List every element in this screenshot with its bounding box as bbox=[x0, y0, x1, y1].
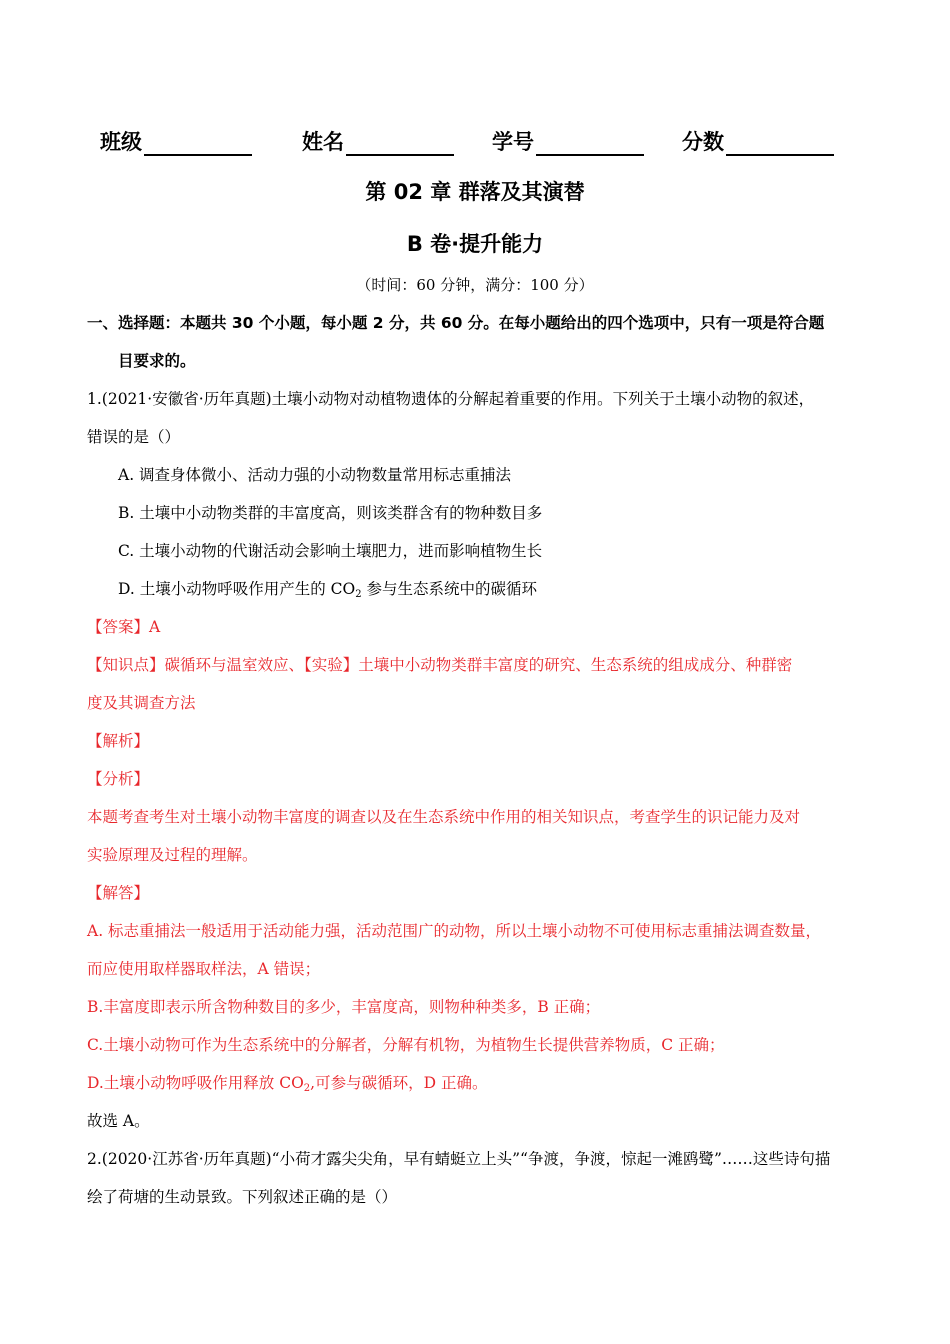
q1-solution-a-line2: 而应使用取样器取样法，A 错误； bbox=[87, 960, 321, 978]
q1-answer: 【答案】A bbox=[87, 618, 161, 636]
q1-solution-a-line1: A. 标志重捕法一般适用于活动能力强，活动范围广的动物，所以土壤小动物不可使用标志重捕法调查数量， bbox=[87, 922, 822, 940]
class-field bbox=[100, 126, 252, 156]
q1-option-d-subscript: 2 bbox=[355, 589, 362, 600]
q1-knowledge-line1: 【知识点】碳循环与温室效应、【实验】土壤中小动物类群丰富度的研究、生态系统的组成成分、种群密 bbox=[87, 656, 793, 674]
q1-option-d-tail: 参与生态系统中的碳循环 bbox=[361, 580, 538, 598]
name-field bbox=[302, 126, 454, 156]
time-info: （时间：60 分钟，满分：100 分） bbox=[356, 276, 594, 294]
q1-solution-d-tail: ,可参与碳循环，D 正确。 bbox=[310, 1074, 488, 1092]
q1-option-c: C. 土壤小动物的代谢活动会影响土壤肥力，进而影响植物生长 bbox=[118, 542, 543, 560]
q1-jieda-heading: 【解答】 bbox=[87, 884, 150, 902]
q1-analysis-line2: 实验原理及过程的理解。 bbox=[87, 846, 258, 864]
q1-option-a: A. 调查身体微小、活动力强的小动物数量常用标志重捕法 bbox=[118, 466, 512, 484]
q1-solution-d-text: D.土壤小动物呼吸作用释放 CO bbox=[87, 1074, 304, 1092]
q1-option-d bbox=[118, 578, 898, 606]
q1-solution-d bbox=[87, 1072, 867, 1100]
q2-stem-line2: 绘了荷塘的生动景致。下列叙述正确的是（） bbox=[87, 1188, 398, 1206]
score-field bbox=[682, 126, 834, 156]
q1-solution-d-subscript: 2 bbox=[303, 1083, 311, 1094]
section-instruction-line2: 目要求的。 bbox=[118, 352, 196, 370]
score-blank[interactable] bbox=[726, 132, 834, 156]
section-instruction-line1: 一、选择题：本题共 30 个小题，每小题 2 分，共 60 分。在每小题给出的四个选项中，只有一项是符合题 bbox=[87, 314, 825, 332]
q1-analysis-line1: 本题考查考生对土壤小动物丰富度的调查以及在生态系统中作用的相关知识点，考查学生的识记能力及对 bbox=[87, 808, 801, 826]
score-label: 分数 bbox=[682, 130, 724, 154]
q1-fenxi-heading: 【分析】 bbox=[87, 770, 150, 788]
q1-stem-line1: 1.(2021·安徽省·历年真题)土壤小动物对动植物遗体的分解起着重要的作用。下列关于土壤小动物的叙述， bbox=[87, 390, 815, 408]
q1-option-b: B. 土壤中小动物类群的丰富度高，则该类群含有的物种数目多 bbox=[118, 504, 543, 522]
class-label: 班级 bbox=[100, 130, 142, 154]
class-blank[interactable] bbox=[144, 132, 252, 156]
paper-title: B 卷·提升能力 bbox=[406, 232, 544, 256]
q1-solution-b: B.丰富度即表示所含物种数目的多少，丰富度高，则物种种类多，B 正确； bbox=[87, 998, 601, 1016]
name-blank[interactable] bbox=[346, 132, 454, 156]
id-label: 学号 bbox=[492, 130, 534, 154]
q1-stem-line2: 错误的是（） bbox=[87, 428, 181, 446]
id-field bbox=[492, 126, 644, 156]
q2-stem-line1: 2.(2020·江苏省·历年真题)“小荷才露尖尖角，早有蜻蜓立上头”“争渡，争渡，惊起一滩鸥鹭”……这些诗句描 bbox=[87, 1150, 831, 1168]
q1-knowledge-line2: 度及其调查方法 bbox=[87, 694, 196, 712]
q1-conclusion: 故选 A。 bbox=[87, 1112, 150, 1130]
name-label: 姓名 bbox=[302, 130, 344, 154]
student-info-header bbox=[100, 126, 860, 156]
q1-solution-c: C.土壤小动物可作为生态系统中的分解者，分解有机物，为植物生长提供营养物质，C 正确； bbox=[87, 1036, 725, 1054]
id-blank[interactable] bbox=[536, 132, 644, 156]
q1-jiexi-heading: 【解析】 bbox=[87, 732, 150, 750]
q1-option-d-text: D. 土壤小动物呼吸作用产生的 CO bbox=[118, 580, 356, 598]
chapter-title: 第 02 章 群落及其演替 bbox=[365, 180, 585, 204]
